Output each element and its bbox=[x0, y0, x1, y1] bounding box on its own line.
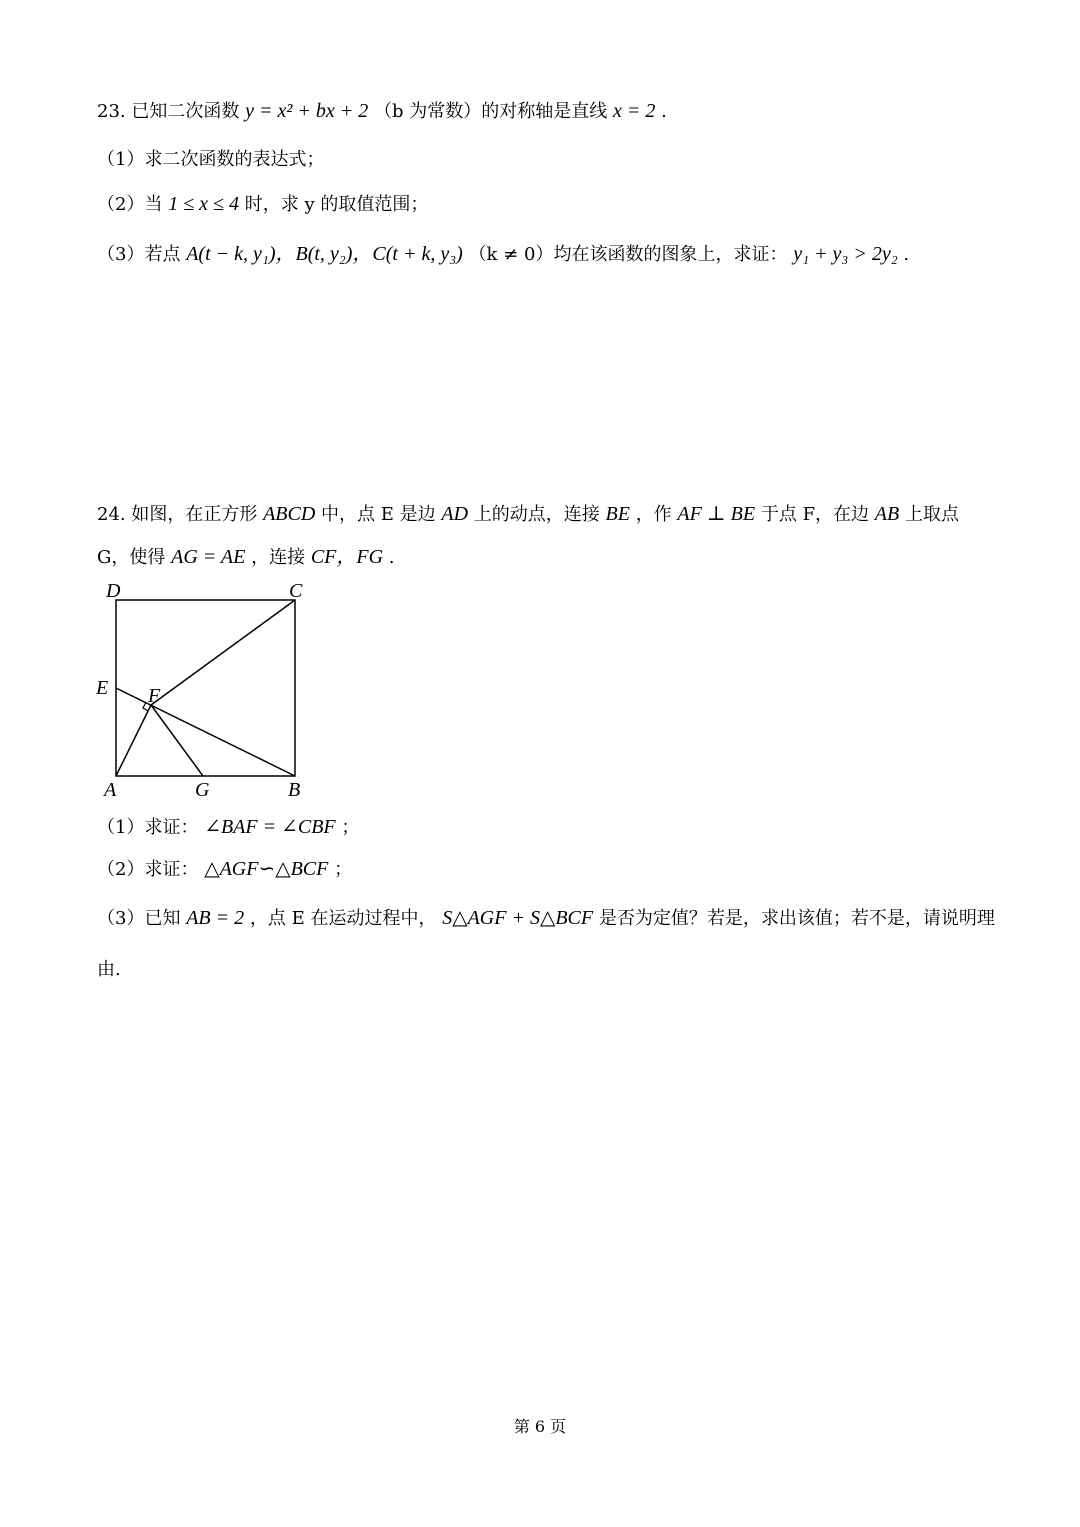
q23-stem bbox=[97, 98, 667, 125]
q23-part3-points: A(t − k, y₁)，B(t, y₂)，C(t + k, y₃) bbox=[186, 243, 463, 265]
q23-number: 23. bbox=[97, 101, 126, 122]
q24-part1 bbox=[97, 814, 359, 841]
q23-text: 已知二次函数 bbox=[131, 101, 240, 122]
segment-fg bbox=[151, 705, 203, 776]
q23-axis: x = 2 bbox=[612, 100, 656, 122]
q24-eq: AG = AE bbox=[171, 546, 246, 568]
label-d: D bbox=[106, 580, 121, 602]
q24-part3-expr: S△AGF + S△BCF bbox=[442, 907, 594, 929]
q24-part3-b: ，点 E 在运动过程中， bbox=[249, 908, 437, 929]
q24-t2: 中，点 E 是边 bbox=[321, 504, 436, 525]
square-figure bbox=[92, 578, 316, 802]
label-a: A bbox=[104, 779, 117, 801]
q23-period: . bbox=[661, 101, 667, 122]
segment-be bbox=[116, 688, 295, 776]
q24-part1-b: ； bbox=[341, 817, 360, 838]
q24-part2-expr: △AGF∽△BCF bbox=[204, 858, 329, 880]
q24-ab: AB bbox=[874, 503, 900, 525]
q24-part2-a: （2）求证： bbox=[97, 859, 199, 880]
q23-text-2: （b 为常数）的对称轴是直线 bbox=[373, 101, 608, 122]
q24-part3-cont: 由. bbox=[97, 959, 121, 980]
label-c: C bbox=[289, 580, 303, 602]
q23-part3-b: （k ≠ 0）均在该函数的图象上，求证： bbox=[468, 244, 788, 265]
q24-ad: AD bbox=[441, 503, 469, 525]
label-g: G bbox=[195, 779, 210, 801]
q24-t4: ，作 bbox=[635, 504, 672, 525]
label-f: F bbox=[148, 685, 161, 707]
q23-part3-a: （3）若点 bbox=[97, 244, 181, 265]
q24-abcd: ABCD bbox=[263, 503, 316, 525]
q23-part1: （1）求二次函数的表达式； bbox=[97, 149, 325, 170]
q24-t3: 上的动点，连接 bbox=[473, 504, 600, 525]
label-e: E bbox=[96, 677, 109, 699]
q24-perp: AF ⊥ BE bbox=[677, 503, 756, 525]
q23-part3 bbox=[97, 241, 909, 268]
q24-cf-fg: CF，FG bbox=[310, 546, 384, 568]
q24-part2 bbox=[97, 856, 352, 883]
q23-part2-b: 时，求 y 的取值范围； bbox=[244, 194, 429, 215]
q23-part2 bbox=[97, 191, 428, 218]
q24-stem-line1 bbox=[97, 501, 959, 528]
q24-part3-ab: AB = 2 bbox=[186, 907, 245, 929]
segment-af bbox=[116, 705, 151, 776]
q24-part1-a: （1）求证： bbox=[97, 817, 199, 838]
square-abcd bbox=[116, 600, 295, 776]
q24-part3-c: 是否为定值？若是，求出该值；若不是，请说明理 bbox=[598, 908, 995, 929]
q23-part3-c: . bbox=[903, 244, 910, 265]
q23-part2-a: （2）当 bbox=[97, 194, 163, 215]
q24-stem-line2 bbox=[97, 544, 395, 571]
q23-function: y = x² + bx + 2 bbox=[245, 100, 369, 122]
q24-be: BE bbox=[605, 503, 630, 525]
q24-part1-expr: ∠BAF = ∠CBF bbox=[204, 816, 336, 838]
q23-part2-range: 1 ≤ x ≤ 4 bbox=[168, 193, 240, 215]
q24-t8: ，连接 bbox=[251, 547, 306, 568]
segment-cf bbox=[151, 600, 295, 705]
q24-t1: 24. 如图，在正方形 bbox=[97, 504, 258, 525]
q24-part3 bbox=[97, 905, 995, 932]
q24-t9: . bbox=[388, 547, 395, 568]
q24-part3-a: （3）已知 bbox=[97, 908, 181, 929]
q24-part2-b: ； bbox=[334, 859, 353, 880]
q24-t5: 于点 F，在边 bbox=[760, 504, 870, 525]
q24-t6: 上取点 bbox=[904, 504, 959, 525]
q23-part3-inequality: y₁ + y₃ > 2y₂ bbox=[793, 243, 898, 265]
q24-t7: G，使得 bbox=[97, 547, 166, 568]
label-b: B bbox=[288, 779, 301, 801]
page-footer: 第 6 页 bbox=[513, 1417, 567, 1436]
